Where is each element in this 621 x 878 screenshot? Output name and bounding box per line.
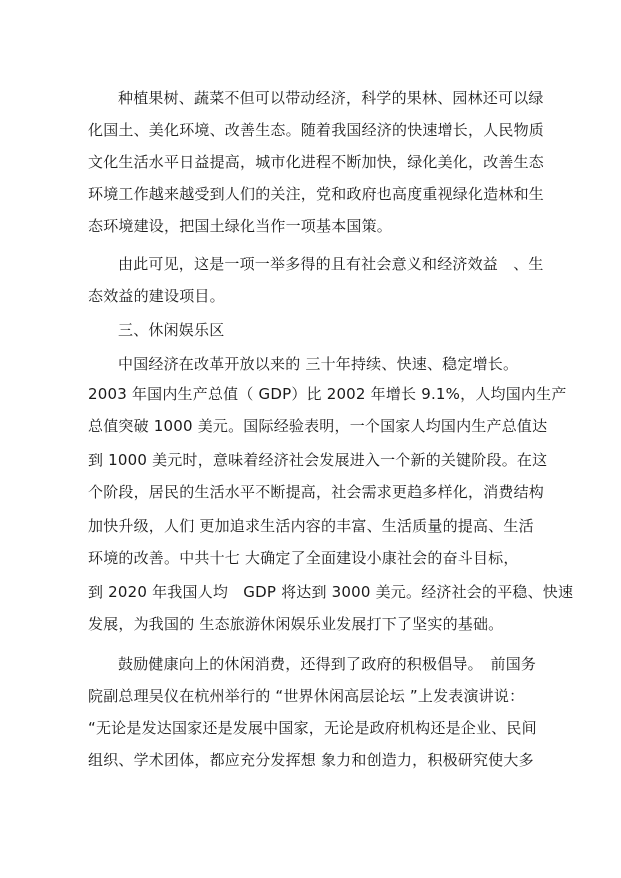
- text-line: 环境工作越来越受到人们的关注，党和政府也高度重视绿化造林和生: [88, 185, 545, 203]
- text-line: 中国经济在改革开放以来的 三十年持续、快速、稳定增长。: [118, 355, 519, 373]
- text-line: 化国土、美化环境、改善生态。随着我国经济的快速增长，人民物质: [88, 121, 545, 139]
- text-line: 组织、学术团体，都应充分发挥想 象力和创造力，积极研究使大多: [88, 751, 534, 769]
- text-line: 到 1000 美元时，意味着经济社会发展进入一个新的关键阶段。在这: [88, 451, 548, 469]
- text-line: 态效益的建设项目。: [88, 287, 225, 305]
- text-line: 由此可见，这是一项一举多得的且有社会意义和经济效益 、生: [118, 255, 544, 273]
- text-line: 鼓励健康向上的休闲消费，还得到了政府的积极倡导。 前国务: [118, 655, 537, 673]
- text-line: 到 2020 年我国人均 GDP 将达到 3000 美元。经济社会的平稳、快速: [88, 583, 574, 601]
- text-line: 2003 年国内生产总值（ GDP）比 2002 年增长 9.1%，人均国内生产: [88, 385, 567, 403]
- text-line: 态环境建设，把国土绿化当作一项基本国策。: [88, 217, 393, 235]
- text-line: 个阶段，居民的生活水平不断提高，社会需求更趋多样化，消费结构: [88, 483, 545, 501]
- text-line: “无论是发达国家还是发展中国家，无论是政府机构还是企业、民间: [88, 719, 537, 737]
- text-line: 总值突破 1000 美元。国际经验表明，一个国家人均国内生产总值达: [88, 417, 548, 435]
- text-line: 环境的改善。中共十七 大确定了全面建设小康社会的奋斗目标，: [88, 549, 519, 567]
- section-heading: 三、休闲娱乐区: [118, 321, 225, 339]
- text-line: 加快升级，人们 更加追求生活内容的丰富、生活质量的提高、生活: [88, 517, 534, 535]
- text-line: 发展，为我国的 生态旅游休闲娱乐业发展打下了坚实的基础。: [88, 615, 504, 633]
- text-line: 种植果树、蔬菜不但可以带动经济，科学的果林、园林还可以绿: [118, 89, 544, 107]
- text-line: 院副总理吴仪在杭州举行的 “世界休闲高层论坛 ”上发表演讲说：: [88, 687, 525, 705]
- text-line: 文化生活水平日益提高，城市化进程不断加快，绿化美化，改善生态: [88, 153, 545, 171]
